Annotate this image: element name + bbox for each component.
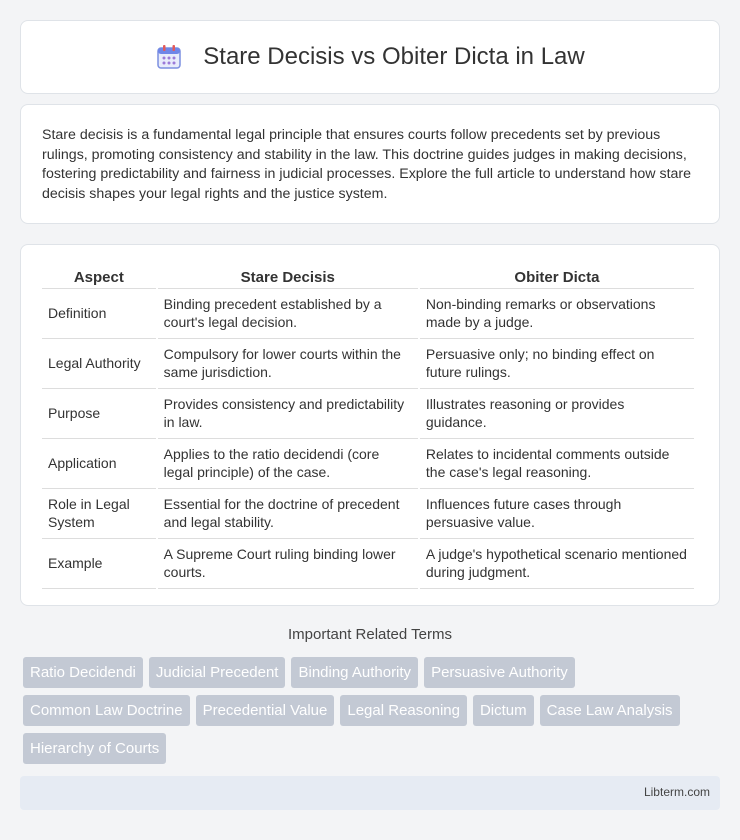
- related-terms-title: Important Related Terms: [288, 626, 452, 643]
- tag-precedential-value[interactable]: Precedential Value: [196, 695, 335, 726]
- header-obiter-dicta: Obiter Dicta: [420, 265, 694, 289]
- page-title: Stare Decisis vs Obiter Dicta in Law: [203, 43, 585, 70]
- intro-card: [20, 104, 720, 224]
- tag-hierarchy-of-courts[interactable]: Hierarchy of Courts: [23, 733, 166, 764]
- table-cell: Applies to the ratio decidendi (core legal principle) of the case.: [158, 439, 418, 489]
- comparison-table: [40, 265, 696, 589]
- header-aspect: Aspect: [42, 265, 156, 289]
- header-card: [20, 20, 720, 94]
- tag-case-law-analysis[interactable]: Case Law Analysis: [540, 695, 680, 726]
- intro-text: Stare decisis is a fundamental legal principle that ensures courts follow precedents set by previous rulings, promoting consistency and stability in the law. This doctrine guides judges in making decisions, fostering predictability and fairness in judicial processes. Explore the full article to understand how stare decisis shapes your legal rights and the justice system.: [42, 127, 692, 202]
- table-cell: Application: [42, 439, 156, 489]
- tag-legal-reasoning[interactable]: Legal Reasoning: [340, 695, 467, 726]
- table-cell: A Supreme Court ruling binding lower courts.: [158, 539, 418, 589]
- footer: [20, 776, 720, 810]
- table-row: [42, 389, 694, 439]
- table-cell: Compulsory for lower courts within the same jurisdiction.: [158, 339, 418, 389]
- table-cell: Relates to incidental comments outside the case's legal reasoning.: [420, 439, 694, 489]
- table-cell: Persuasive only; no binding effect on future rulings.: [420, 339, 694, 389]
- table-cell: Example: [42, 539, 156, 589]
- tag-persuasive-authority[interactable]: Persuasive Authority: [424, 657, 575, 688]
- table-cell: A judge's hypothetical scenario mentioned during judgment.: [420, 539, 694, 589]
- tag-ratio-decidendi[interactable]: Ratio Decidendi: [23, 657, 143, 688]
- tag-judicial-precedent[interactable]: Judicial Precedent: [149, 657, 286, 688]
- table-cell: Legal Authority: [42, 339, 156, 389]
- tag-binding-authority[interactable]: Binding Authority: [291, 657, 418, 688]
- table-row: [42, 539, 694, 589]
- table-cell: Non-binding remarks or observations made by a judge.: [420, 289, 694, 339]
- tag-dictum[interactable]: Dictum: [473, 695, 534, 726]
- table-row: [42, 339, 694, 389]
- table-row: [42, 489, 694, 539]
- tag-common-law-doctrine[interactable]: Common Law Doctrine: [23, 695, 190, 726]
- related-terms-list: [23, 657, 723, 764]
- comparison-card: [20, 244, 720, 606]
- table-cell: Definition: [42, 289, 156, 339]
- calendar-icon: [155, 43, 183, 71]
- table-cell: Influences future cases through persuasive value.: [420, 489, 694, 539]
- table-row: [42, 439, 694, 489]
- table-cell: Essential for the doctrine of precedent and legal stability.: [158, 489, 418, 539]
- table-cell: Purpose: [42, 389, 156, 439]
- table-cell: Provides consistency and predictability in law.: [158, 389, 418, 439]
- table-cell: Binding precedent established by a court's legal decision.: [158, 289, 418, 339]
- footer-brand-link[interactable]: Libterm.com: [643, 785, 710, 799]
- table-cell: Role in Legal System: [42, 489, 156, 539]
- table-row: [42, 289, 694, 339]
- table-header-row: [42, 265, 694, 289]
- header-stare-decisis: Stare Decisis: [158, 265, 418, 289]
- table-cell: Illustrates reasoning or provides guidance.: [420, 389, 694, 439]
